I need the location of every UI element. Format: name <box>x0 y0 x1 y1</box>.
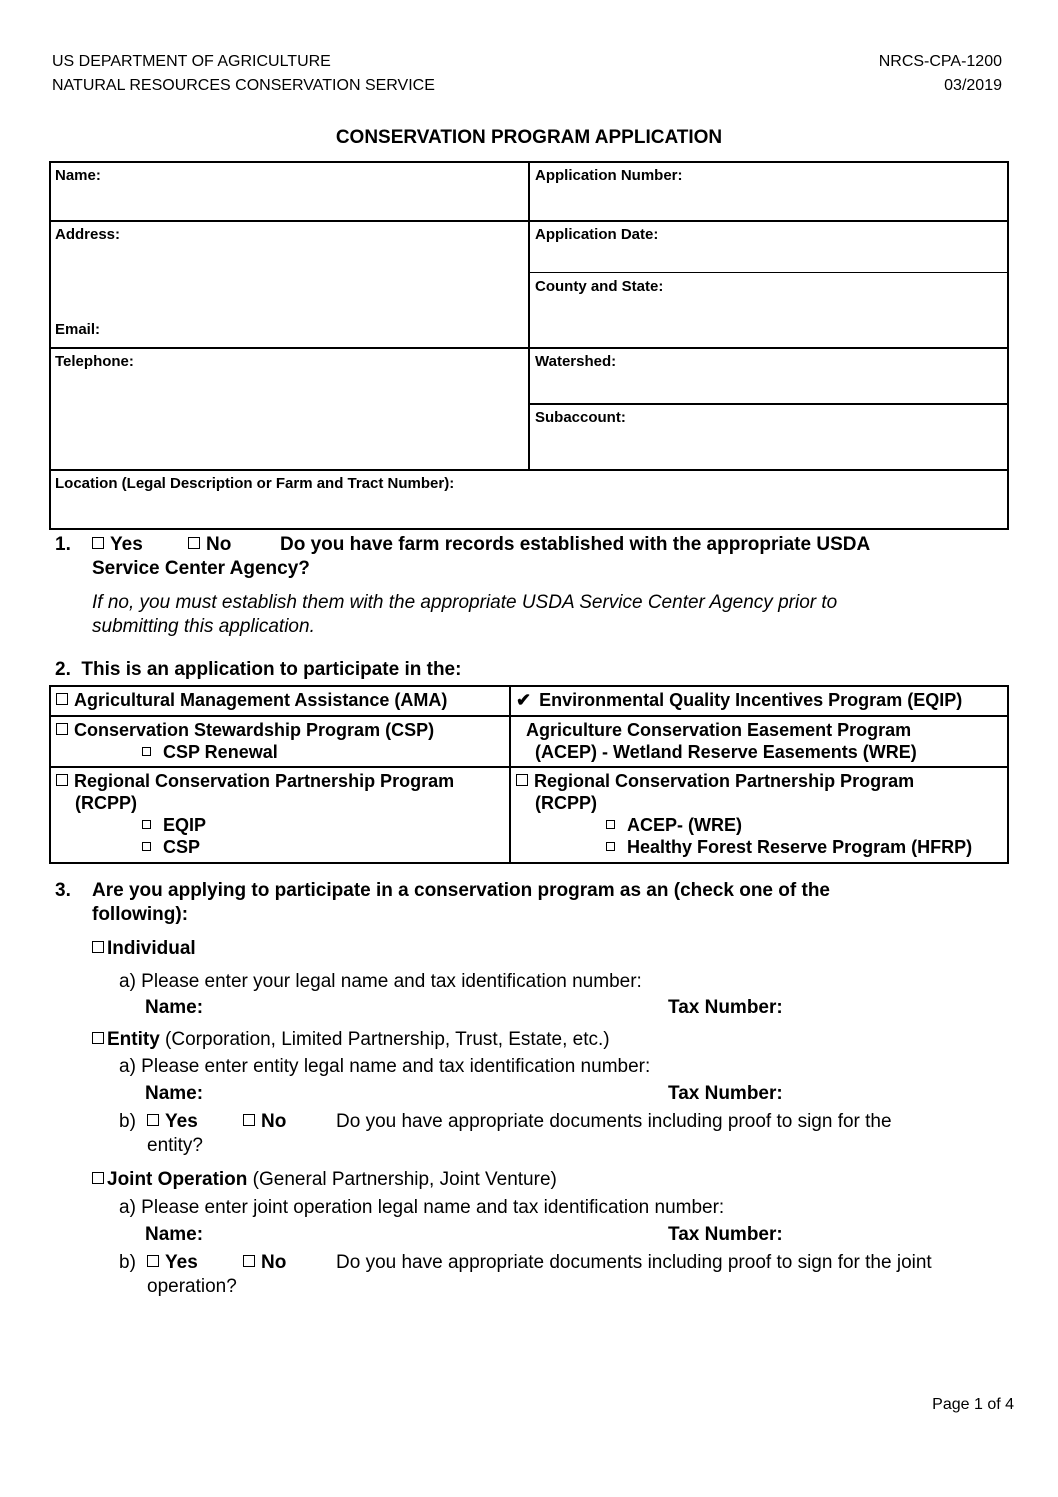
entity-b-prefix: b) <box>119 1111 136 1132</box>
q1-no-option[interactable]: No <box>188 533 231 557</box>
q1-question-cont: Service Center Agency? <box>92 558 310 579</box>
subaccount-field[interactable]: Subaccount: <box>535 409 626 426</box>
address-field[interactable]: Address: <box>55 226 121 243</box>
individual-name-field[interactable]: Name: <box>145 997 204 1018</box>
divider <box>49 715 1009 717</box>
agency-line-2: NATURAL RESOURCES CONSERVATION SERVICE <box>52 77 435 94</box>
program-rcpp-eqip[interactable]: EQIP <box>142 814 206 836</box>
name-field[interactable]: Name: <box>55 167 101 184</box>
checkbox-icon[interactable] <box>56 693 68 705</box>
checkbox-icon[interactable] <box>243 1114 255 1126</box>
checkbox-icon[interactable] <box>142 747 151 756</box>
q2-heading: 2. This is an application to participate in the: <box>55 659 462 680</box>
q1-number: 1. <box>55 534 71 555</box>
checkbox-icon[interactable] <box>142 842 151 851</box>
joint-instruction: a) Please enter joint operation legal name and tax identification number: <box>119 1197 725 1218</box>
form-date: 03/2019 <box>944 77 1002 94</box>
joint-question: Do you have appropriate documents including proof to sign for the joint <box>336 1252 932 1273</box>
checkbox-icon[interactable] <box>92 537 104 549</box>
agency-line-1: US DEPARTMENT OF AGRICULTURE <box>52 53 331 70</box>
joint-name-field[interactable]: Name: <box>145 1224 204 1245</box>
application-date-field[interactable]: Application Date: <box>535 226 659 243</box>
entity-no-option[interactable]: No <box>243 1110 286 1134</box>
program-rcpp-csp[interactable]: CSP <box>142 836 200 858</box>
checkbox-icon[interactable] <box>92 1032 104 1044</box>
checkbox-icon[interactable] <box>606 842 615 851</box>
checkbox-icon[interactable] <box>142 820 151 829</box>
checkbox-icon[interactable] <box>92 941 104 953</box>
watershed-field[interactable]: Watershed: <box>535 353 617 370</box>
program-rcpp-acep[interactable]: ACEP- (WRE) <box>606 814 742 836</box>
program-rcpp-hfrp[interactable]: Healthy Forest Reserve Program (HFRP) <box>606 836 972 858</box>
q1-note: If no, you must establish them with the appropriate USDA Service Center Agency prior to <box>92 592 838 613</box>
divider <box>509 685 511 864</box>
individual-tax-field[interactable]: Tax Number: <box>668 997 783 1018</box>
entity-tax-field[interactable]: Tax Number: <box>668 1083 783 1104</box>
option-joint-operation[interactable]: Joint Operation (General Partnership, Joint Venture) <box>92 1168 557 1192</box>
checkbox-icon[interactable] <box>606 820 615 829</box>
program-acep-line1: Agriculture Conservation Easement Program <box>526 720 912 740</box>
entity-yes-option[interactable]: Yes <box>147 1110 198 1134</box>
checkmark-icon[interactable]: ✔ <box>516 690 532 710</box>
location-field[interactable]: Location (Legal Description or Farm and Tract Number): <box>55 475 455 492</box>
divider <box>49 220 1009 222</box>
program-rcpp-left[interactable]: Regional Conservation Partnership Program <box>56 770 454 792</box>
checkbox-icon[interactable] <box>516 774 528 786</box>
divider <box>529 403 1007 405</box>
divider <box>528 161 530 470</box>
page-title: CONSERVATION PROGRAM APPLICATION <box>335 127 723 148</box>
form-number: NRCS-CPA-1200 <box>878 53 1002 70</box>
q3-question: Are you applying to participate in a conservation program as an (check one of the <box>92 880 830 901</box>
divider <box>49 469 1009 471</box>
program-rcpp-right[interactable]: Regional Conservation Partnership Program <box>516 770 914 792</box>
checkbox-icon[interactable] <box>243 1255 255 1267</box>
joint-tax-field[interactable]: Tax Number: <box>668 1224 783 1245</box>
q1-yes-option[interactable]: Yes <box>92 533 143 557</box>
option-entity[interactable]: Entity (Corporation, Limited Partnership, Trust, Estate, etc.) <box>92 1028 610 1052</box>
checkbox-icon[interactable] <box>56 723 68 735</box>
divider <box>529 272 1007 273</box>
q1-question: Do you have farm records established with the appropriate USDA <box>280 534 871 555</box>
program-csp-renewal[interactable]: CSP Renewal <box>142 741 278 763</box>
entity-question: Do you have appropriate documents including proof to sign for the <box>336 1111 892 1132</box>
q1-note-cont: submitting this application. <box>92 616 315 637</box>
program-csp[interactable]: Conservation Stewardship Program (CSP) <box>56 719 434 741</box>
checkbox-icon[interactable] <box>188 537 200 549</box>
county-state-field[interactable]: County and State: <box>535 278 664 295</box>
checkbox-icon[interactable] <box>92 1172 104 1184</box>
checkbox-icon[interactable] <box>56 774 68 786</box>
q3-number: 3. <box>55 880 71 901</box>
divider <box>49 766 1009 768</box>
joint-b-prefix: b) <box>119 1252 136 1273</box>
program-eqip[interactable]: ✔ Environmental Quality Incentives Program (EQIP) <box>516 690 963 710</box>
joint-yes-option[interactable]: Yes <box>147 1251 198 1275</box>
q3-question-cont: following): <box>92 904 189 925</box>
application-number-field[interactable]: Application Number: <box>535 167 683 184</box>
program-rcpp-right-cont: (RCPP) <box>535 793 597 813</box>
program-acep-line2: (ACEP) - Wetland Reserve Easements (WRE) <box>535 742 917 762</box>
checkbox-icon[interactable] <box>147 1114 159 1126</box>
entity-instruction: a) Please enter entity legal name and tax identification number: <box>119 1056 651 1077</box>
option-individual[interactable]: Individual <box>92 937 196 961</box>
email-field[interactable]: Email: <box>55 321 101 338</box>
individual-instruction: a) Please enter your legal name and tax identification number: <box>119 971 642 992</box>
joint-no-option[interactable]: No <box>243 1251 286 1275</box>
joint-question-cont: operation? <box>147 1276 237 1297</box>
entity-name-field[interactable]: Name: <box>145 1083 204 1104</box>
checkbox-icon[interactable] <box>147 1255 159 1267</box>
page-number: Page 1 of 4 <box>932 1396 1014 1413</box>
program-rcpp-left-cont: (RCPP) <box>75 793 137 813</box>
program-ama[interactable]: Agricultural Management Assistance (AMA) <box>56 689 447 711</box>
telephone-field[interactable]: Telephone: <box>55 353 134 370</box>
divider <box>49 347 1009 349</box>
entity-question-cont: entity? <box>147 1135 203 1156</box>
